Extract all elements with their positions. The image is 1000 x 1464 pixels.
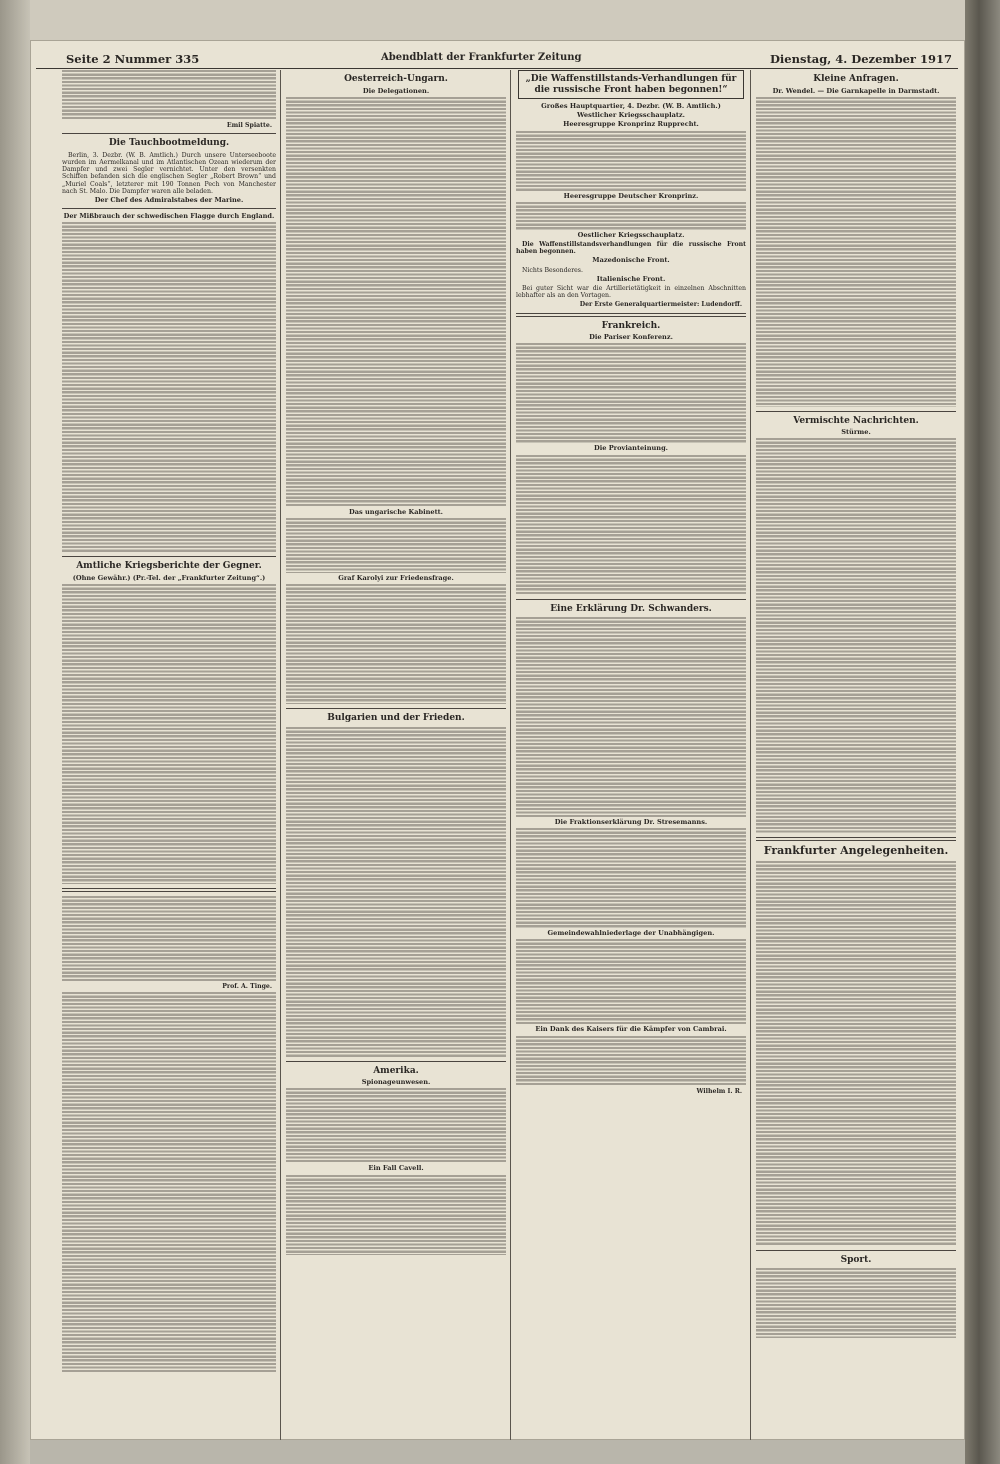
article-text: Berlin, 3. Dezbr. (W. B. Amtlich.) Durch unsere Unterseeboote wurden im Aermelkanal und im Atlantischen Ozean wiederum der Dampfer und zwei Segler vernichtet. Unter den versenkten Schiffen befanden sich die englischen Segler „Robert Brown“ und „Muriel Coals“, letzterer mit 190 Tonnen Pech von Manchester nach St. Malo. Die Dampfer waren alle beladen.: [62, 151, 276, 195]
article-subheading: Die Delegationen.: [362, 86, 430, 95]
body-text-lines: [516, 617, 746, 817]
article-subheading: Gemeindewahlniederlage der Unabhängigen.: [547, 929, 715, 938]
article-subheading: Westlicher Kriegsschauplatz.: [577, 111, 685, 120]
article-subheading: Ein Fall Cavell.: [368, 1164, 424, 1173]
section-divider: [516, 313, 746, 317]
section-divider: [62, 888, 276, 892]
article-text: Bei guter Sicht war die Artillerietätigkeit in einzelnen Abschnitten lebhafter als an den Vortagen.: [516, 285, 746, 300]
column-4: [756, 70, 956, 1438]
column-2: [286, 70, 506, 1438]
column-1: [62, 70, 276, 1438]
article-signature: Der Erste Generalquartiermeister: Ludendorff.: [579, 301, 742, 309]
article-subheading: Spionageunwesen.: [361, 1078, 431, 1087]
body-text-lines: [286, 727, 506, 1057]
issue-date: Dienstag, 4. Dezember 1917: [769, 52, 952, 66]
body-text-lines: [516, 131, 746, 191]
article-text: Nichts Besonderes.: [522, 266, 583, 274]
article-subheading: Die Pariser Konferenz.: [589, 333, 673, 342]
right-binding-edge: [965, 0, 1000, 1464]
body-text-lines: [62, 222, 276, 552]
article-subheading: Graf Karolyi zur Friedensfrage.: [338, 573, 454, 582]
article-subheading: Die Fraktionserklärung Dr. Stresemanns.: [554, 818, 708, 827]
page-number: Seite 2 Nummer 335: [66, 52, 200, 66]
section-divider: [62, 208, 276, 209]
article-heading: Amtliche Kriegsberichte der Gegner.: [76, 561, 262, 572]
article-signature: Der Chef des Admiralstabes der Marine.: [94, 195, 244, 204]
article-signature: Emil Spiatte.: [226, 122, 272, 129]
newspaper-title: Abendblatt der Frankfurter Zeitung: [381, 52, 582, 63]
body-text-lines: [62, 896, 276, 981]
body-text-lines: [516, 455, 746, 595]
body-text-lines: [286, 1088, 506, 1163]
column-rule: [510, 70, 511, 1440]
body-text-lines: [516, 343, 746, 443]
body-text-lines: [62, 992, 276, 1372]
headline-box: [518, 70, 744, 99]
article-signature: Prof. A. Tinge.: [222, 983, 272, 991]
article-subheading: Der Mißbrauch der schwedischen Flagge durch England.: [63, 212, 275, 221]
article-subheading: Heeresgruppe Kronprinz Rupprecht.: [563, 120, 699, 129]
body-text-lines: [516, 939, 746, 1024]
section-divider: [516, 599, 746, 600]
column-rule: [280, 70, 281, 1440]
body-text-lines: [756, 1268, 956, 1338]
article-heading: Amerika.: [373, 1065, 419, 1076]
article-subheading: Stürme.: [841, 428, 871, 437]
article-subheading: Dr. Wendel. — Die Garnkapelle in Darmstadt.: [772, 86, 940, 95]
article-heading: Frankreich.: [601, 320, 661, 331]
main-headline: „Die Waffenstillstands-Verhandlungen für die russische Front haben begonnen!“: [525, 74, 737, 95]
body-text-lines: [756, 861, 956, 1246]
body-text-lines: [286, 97, 506, 507]
section-divider: [62, 556, 276, 557]
article-subheading: (Ohne Gewähr.) (Pr.-Tel. der „Frankfurter Zeitung“.): [72, 573, 266, 582]
column-rule: [750, 70, 751, 1440]
body-text-lines: [286, 518, 506, 573]
article-heading: Eine Erklärung Dr. Schwanders.: [550, 603, 712, 614]
article-heading: Vermischte Nachrichten.: [793, 415, 919, 426]
article-heading: Die Tauchbootmeldung.: [108, 138, 230, 149]
body-text-lines: [62, 70, 276, 120]
section-divider: [756, 411, 956, 412]
article-heading: Kleine Anfragen.: [813, 74, 899, 84]
body-text-lines: [756, 438, 956, 833]
article-subheading: Großes Hauptquartier, 4. Dezbr. (W. B. Amtlich.): [541, 102, 721, 110]
article-subheading: Die Provianteinung.: [594, 444, 668, 453]
left-page-margin: [0, 0, 30, 1464]
top-page-strip: [30, 0, 965, 40]
article-subheading: Das ungarische Kabinett.: [349, 507, 443, 516]
body-text-lines: [286, 584, 506, 704]
section-divider: [756, 837, 956, 841]
section-divider: [286, 1061, 506, 1062]
body-text-lines: [516, 202, 746, 230]
body-text-lines: [62, 584, 276, 884]
section-divider: [286, 708, 506, 709]
article-subheading: Mazedonische Front.: [592, 256, 670, 265]
article-heading: Sport.: [840, 1254, 872, 1265]
body-text-lines: [756, 97, 956, 407]
article-subheading: Heeresgruppe Deutscher Kronprinz.: [563, 191, 699, 200]
article-heading: Bulgarien und der Frieden.: [327, 713, 465, 724]
body-text-lines: [516, 828, 746, 928]
article-subheading: Italienische Front.: [596, 274, 666, 283]
article-signature: Wilhelm I. R.: [696, 1087, 742, 1095]
article-heading: Frankfurter Angelegenheiten.: [763, 844, 949, 858]
body-text-lines: [286, 1175, 506, 1255]
article-heading: Oesterreich-Ungarn.: [344, 74, 448, 84]
article-subheading: Oestlicher Kriegsschauplatz.: [577, 230, 685, 239]
column-3: [516, 70, 746, 1438]
section-divider: [756, 1250, 956, 1251]
section-divider: [62, 133, 276, 134]
page-header: [36, 50, 958, 69]
article-text: Die Waffenstillstandsverhandlungen für die russische Front haben begonnen.: [516, 241, 746, 256]
body-text-lines: [516, 1036, 746, 1086]
article-subheading: Ein Dank des Kaisers für die Kämpfer von Cambrai.: [535, 1025, 727, 1034]
